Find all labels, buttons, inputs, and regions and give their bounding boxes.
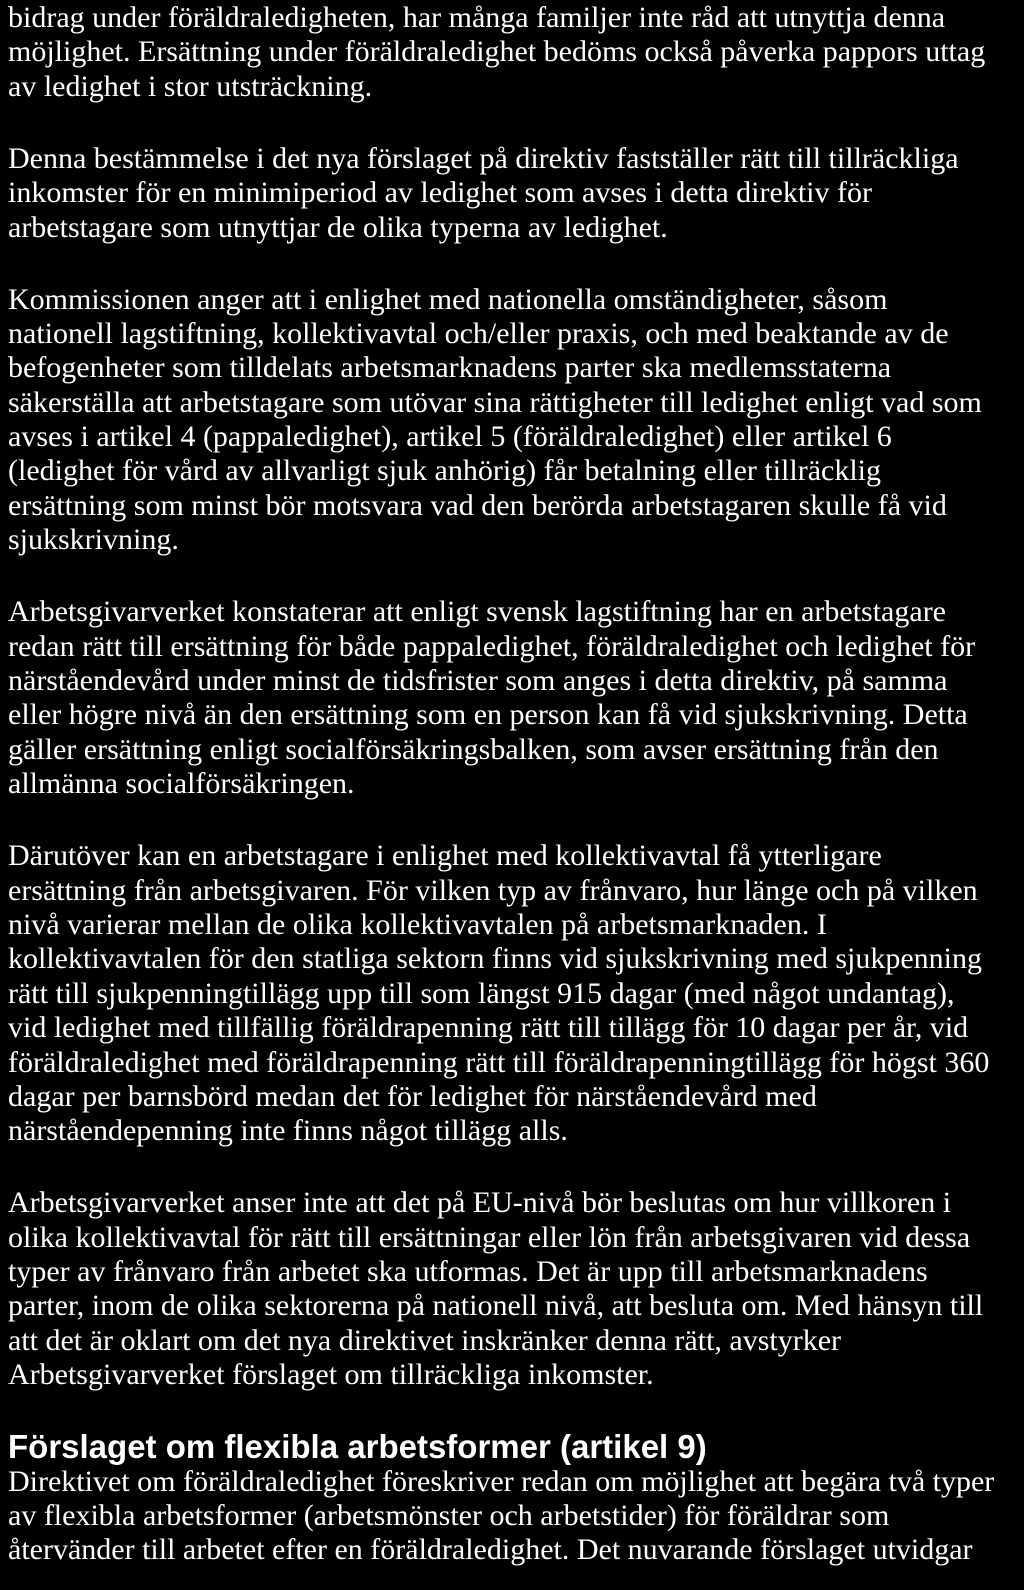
text-line: Denna bestämmelse i det nya förslaget på direktiv fastställer rätt till tillräckliga bbox=[8, 141, 959, 175]
text-line: eller högre nivå än den ersättning som en person kan få vid sjukskrivning. Detta bbox=[8, 698, 968, 732]
section-heading: Förslaget om flexibla arbetsformer (artikel 9) bbox=[8, 1428, 707, 1466]
text-line: nationell lagstiftning, kollektivavtal och/eller praxis, och med beaktande av de bbox=[8, 316, 949, 350]
text-line: säkerställa att arbetstagare som utövar sina rättigheter till ledighet enligt vad som bbox=[8, 385, 982, 419]
text-line: parter, inom de olika sektorerna på nationell nivå, att besluta om. Med hänsyn till bbox=[8, 1289, 984, 1323]
paragraph bbox=[8, 839, 1024, 1149]
text-line: Kommissionen anger att i enlighet med nationella omständigheter, såsom bbox=[8, 282, 888, 316]
text-line: att det är oklart om det nya direktivet inskränker denna rätt, avstyrker bbox=[8, 1323, 842, 1357]
text-line: redan rätt till ersättning för både pappaledighet, föräldraledighet och ledighet för bbox=[8, 629, 976, 663]
text-line: närståendepenning inte finns något tillägg alls. bbox=[8, 1114, 568, 1148]
text-line: föräldraledighet med föräldrapenning rätt till föräldrapenningtillägg för högst 360 bbox=[8, 1045, 990, 1079]
text-line: möjlighet. Ersättning under föräldraledighet bedöms också påverka pappors uttag bbox=[8, 35, 986, 69]
text-line: avses i artikel 4 (pappaledighet), artikel 5 (föräldraledighet) eller artikel 6 bbox=[8, 420, 892, 454]
text-line: allmänna socialförsäkringen. bbox=[8, 767, 355, 801]
text-line: närståendevård under minst de tidsfrister som anges i detta direktiv, på samma bbox=[8, 664, 948, 698]
text-line: dagar per barnsbörd medan det för ledighet för närståendevård med bbox=[8, 1079, 817, 1113]
paragraph bbox=[8, 1, 1024, 104]
text-line: Arbetsgivarverket förslaget om tillräckliga inkomster. bbox=[8, 1358, 654, 1392]
text-line: vid ledighet med tillfällig föräldrapenning rätt till tillägg för 10 dagar per år, vid bbox=[8, 1011, 969, 1045]
text-line: Arbetsgivarverket konstaterar att enligt svensk lagstiftning har en arbetstagare bbox=[8, 595, 946, 629]
text-line: befogenheter som tilldelats arbetsmarknadens parter ska medlemsstaterna bbox=[8, 351, 892, 385]
text-line: typer av frånvaro från arbetet ska utformas. Det är upp till arbetsmarknadens bbox=[8, 1255, 928, 1289]
text-line: nivå varierar mellan de olika kollektivavtalen på arbetsmarknaden. I bbox=[8, 907, 827, 941]
text-line: av ledighet i stor utsträckning. bbox=[8, 69, 373, 103]
text-line: ersättning från arbetsgivaren. För vilken typ av frånvaro, hur länge och på vilken bbox=[8, 873, 978, 907]
text-line: olika kollektivavtal för rätt till ersättningar eller lön från arbetsgivaren vid dessa bbox=[8, 1220, 971, 1254]
text-line: återvänder till arbetet efter en föräldraledighet. Det nuvarande förslaget utvidgar bbox=[8, 1533, 973, 1567]
text-line: av flexibla arbetsformer (arbetsmönster och arbetstider) för föräldrar som bbox=[8, 1499, 890, 1533]
text-line: (ledighet för vård av allvarligt sjuk anhörig) får betalning eller tillräcklig bbox=[8, 454, 882, 488]
text-line: inkomster för en minimiperiod av ledighet som avses i detta direktiv för bbox=[8, 176, 872, 210]
paragraph bbox=[8, 1186, 1024, 1392]
text-line: arbetstagare som utnyttjar de olika typerna av ledighet. bbox=[8, 210, 668, 244]
text-line: Direktivet om föräldraledighet föreskriver redan om möjlighet att begära två typer bbox=[8, 1464, 995, 1498]
text-line: Därutöver kan en arbetstagare i enlighet med kollektivavtal få ytterligare bbox=[8, 839, 882, 873]
text-line: rätt till sjukpenningtillägg upp till som längst 915 dagar (med något undantag), bbox=[8, 976, 955, 1010]
text-line: Arbetsgivarverket anser inte att det på EU-nivå bör beslutas om hur villkoren i bbox=[8, 1186, 952, 1220]
text-line: ersättning som minst bör motsvara vad den berörda arbetstagaren skulle få vid bbox=[8, 488, 947, 522]
section bbox=[8, 1430, 1024, 1568]
text-line: kollektivavtalen för den statliga sektorn finns vid sjukskrivning med sjukpenning bbox=[8, 942, 983, 976]
paragraph bbox=[8, 142, 1024, 245]
paragraph bbox=[8, 595, 1024, 801]
text-line: sjukskrivning. bbox=[8, 523, 179, 557]
text-line: gäller ersättning enligt socialförsäkringsbalken, som avser ersättning från den bbox=[8, 732, 939, 766]
text-line: bidrag under föräldraledigheten, har många familjer inte råd att utnyttja denna bbox=[8, 1, 946, 34]
paragraph bbox=[8, 283, 1024, 558]
